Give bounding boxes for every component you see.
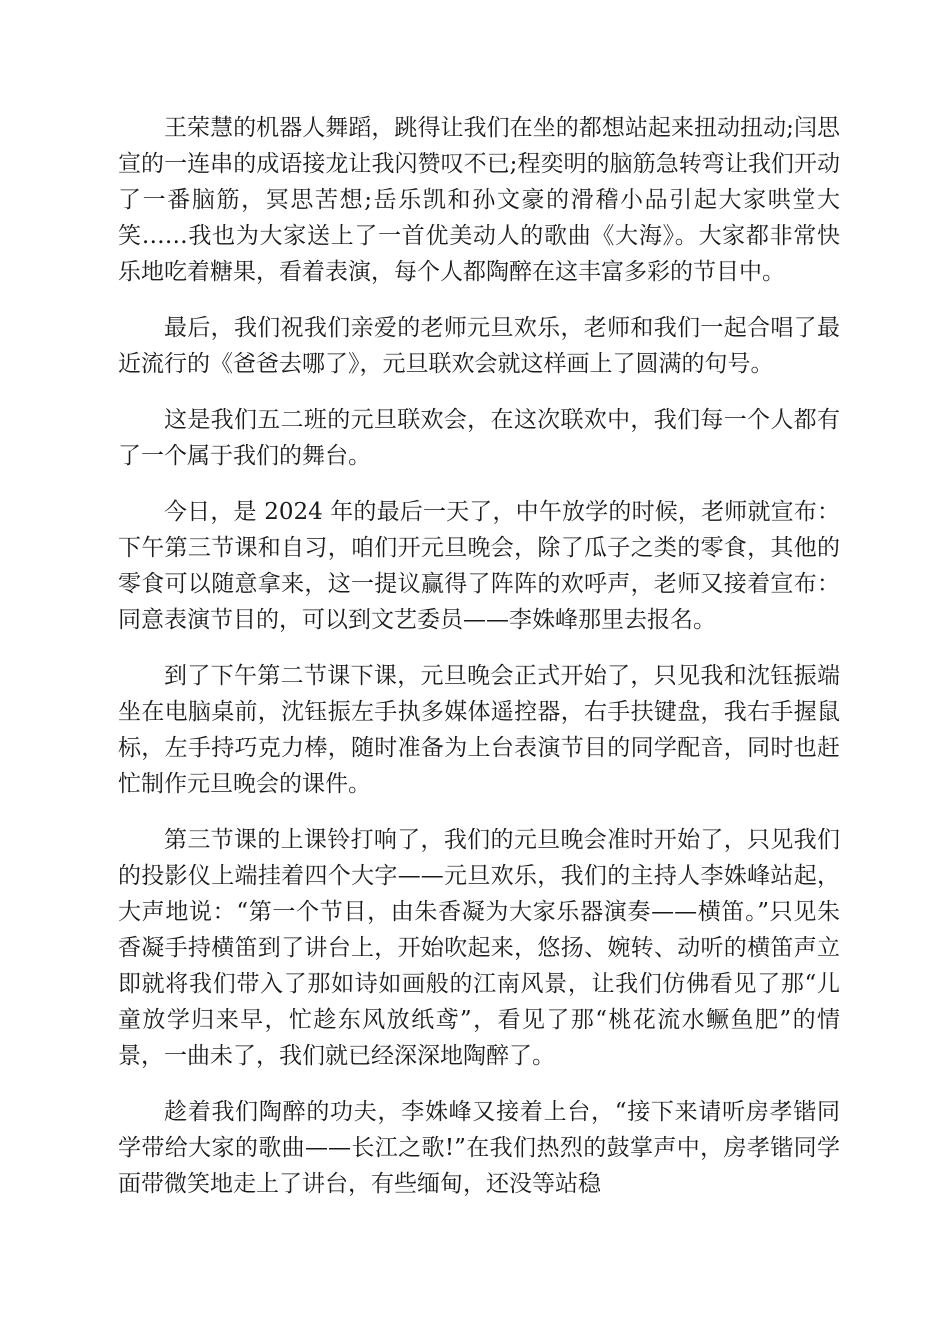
paragraph-4: 今日，是 2024 年的最后一天了，中午放学的时候，老师就宣布：下午第三节课和自习，咱们开元旦晚会，除了瓜子之类的零食，其他的零食可以随意拿来，这一提议赢得了阵阵的欢呼声，老师又接着宣布：同意表演节目的，可以到文艺委员——李姝峰那里去报名。 [118,499,840,633]
paragraph-3: 这是我们五二班的元旦联欢会，在这次联欢中，我们每一个人都有了一个属于我们的舞台。 [118,407,840,469]
paragraph-2: 最后，我们祝我们亲爱的老师元旦欢乐，老师和我们一起合唱了最近流行的《爸爸去哪了》，元旦联欢会就这样画上了圆满的句号。 [118,315,840,377]
paragraph-6: 第三节课的上课铃打响了，我们的元旦晚会准时开始了，只见我们的投影仪上端挂着四个大字——元旦欢乐，我们的主持人李姝峰站起，大声地说：“第一个节目，由朱香凝为大家乐器演奏——横笛。”只见朱香凝手持横笛到了讲台上，开始吹起来，悠扬、婉转、动听的横笛声立即就将我们带入了那如诗如画般的江南风景，让我们仿佛看见了那“儿童放学归来早，忙趁东风放纸鸢”，看见了那“桃花流水鳜鱼肥”的情景，一曲未了，我们就已经深深地陶醉了。 [118,827,840,1069]
paragraph-7: 趁着我们陶醉的功夫，李姝峰又接着上台，“接下来请听房孝锴同学带给大家的歌曲——长江之歌!”在我们热烈的鼓掌声中，房孝锴同学面带微笑地走上了讲台，有些缅甸，还没等站稳 [118,1099,840,1197]
paragraph-1: 王荣慧的机器人舞蹈，跳得让我们在坐的都想站起来扭动扭动;闫思宣的一连串的成语接龙让我闪赞叹不已;程奕明的脑筋急转弯让我们开动了一番脑筋，冥思苦想;岳乐凯和孙文豪的滑稽小品引起大家哄堂大笑……我也为大家送上了一首优美动人的歌曲《大海》。大家都非常快乐地吃着糖果，看着表演，每个人都陶醉在这丰富多彩的节目中。 [118,115,840,285]
paragraph-5: 到了下午第二节课下课，元旦晚会正式开始了，只见我和沈钰振端坐在电脑桌前，沈钰振左手执多媒体遥控器，右手扶键盘，我右手握鼠标，左手持巧克力棒，随时准备为上台表演节目的同学配音，同时也赶忙制作元旦晚会的课件。 [118,663,840,797]
